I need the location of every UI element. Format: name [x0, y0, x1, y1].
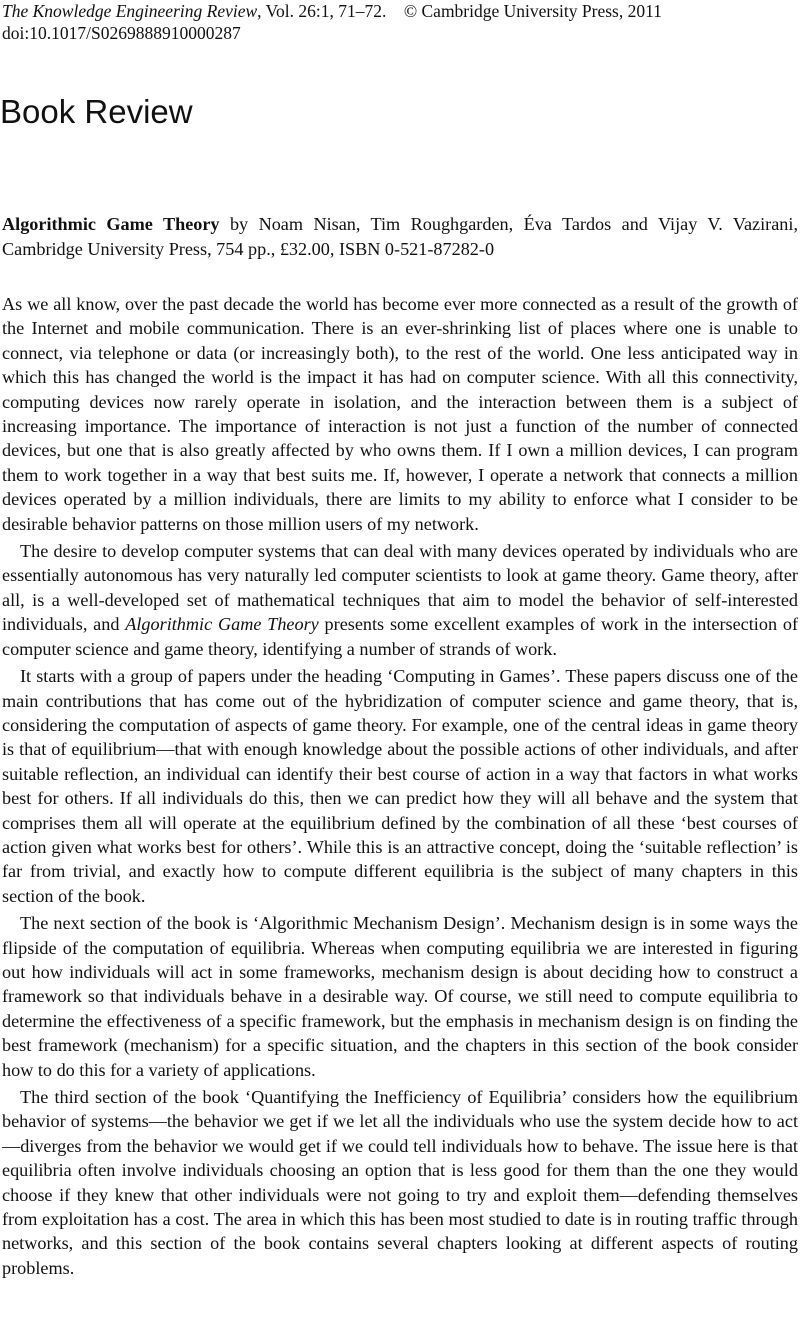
book-title-inline: Algorithmic Game Theory [125, 614, 319, 635]
journal-header [2, 0, 798, 44]
paragraph-3: It starts with a group of papers under the heading ‘Computing in Games’. These papers discuss one of the main contributions that has come out of the hybridization of computer science and game theory, that is, considering the computation of aspects of game theory. For example, one of the central ideas in game theory is that of equilibrium—that with enough knowledge about the possible actions of other individuals, and after suitable reflection, an individual can identify their best course of action in a way that factors in what works best for others. If all individuals do this, then we can predict how they will all behave and the system that comprises them all will operate at the equilibrium defined by the combination of all these ‘best courses of action given what works best for others’. While this is an attractive concept, doing the ‘suitable reflection’ is far from trivial, and exactly how to compute different equilibria is the subject of many chapters in this section of the book. [2, 666, 798, 906]
book-details: by Noam Nisan, Tim Roughgarden, Éva Tardos and Vijay V. Vazirani, Cambridge University Press, 754 pp., £32.00, ISBN 0-521-87282-0 [2, 214, 798, 259]
journal-name: The Knowledge Engineering Review [2, 1, 258, 21]
book-citation [2, 212, 798, 262]
paragraph-2 [2, 539, 798, 661]
paragraph-2-end: presents some excellent examples of work in the intersection of computer science and game theory, identifying a number of strands of work. [2, 614, 799, 659]
volume-pages: , Vol. 26:1, 71–72. [257, 1, 387, 21]
paragraph-2-start: The desire to develop computer systems that can deal with many devices operated by individuals who are essentially autonomous has very naturally led computer scientists to look at game theory. Game theory, after all, is a well-developed set of mathematical techniques that aim to model the behavior of self-interested individuals, and [2, 541, 798, 635]
doi: doi:10.1017/S0269888910000287 [2, 23, 241, 43]
page-title: Book Review [0, 93, 193, 130]
paragraph-5: The third section of the book ‘Quantifying the Inefficiency of Equilibria’ considers how the equilibrium behavior of systems—the behavior we get if we let all the individuals who use the system decide how to act—diverges from the behavior we would get if we could tell individuals how to behave. The issue here is that equilibria often involve individuals choosing an option that is less good for them than the one they would choose if they knew that other individuals were not going to try and exploit them—defending themselves from exploitation has a cost. The area in which this has been most studied to date is in routing traffic through networks, and this section of the book contains several chapters looking at different aspects of routing problems. [2, 1087, 798, 1278]
paragraph-4: The next section of the book is ‘Algorithmic Mechanism Design’. Mechanism design is in some ways the flipside of the computation of equilibria. Whereas when computing equilibria we are interested in figuring out how individuals will act in some frameworks, mechanism design is about deciding how to construct a framework so that individuals behave in a desirable way. Of course, we still need to compute equilibria to determine the effectiveness of a specific framework, but the emphasis in mechanism design is on finding the best framework (mechanism) for a specific situation, and the chapters in this section of the book consider how to do this for a variety of applications. [2, 913, 798, 1080]
book-title: Algorithmic Game Theory [2, 214, 220, 234]
review-body [2, 292, 798, 1283]
copyright-notice: © Cambridge University Press, 2011 [403, 1, 662, 21]
paragraph-1: As we all know, over the past decade the world has become ever more connected as a result of the growth of the Internet and mobile communication. There is an ever-shrinking list of places where one is unable to connect, via telephone or data (or increasingly both), to the rest of the world. One less anticipated way in which this has changed the world is the impact it has had on computer science. With all this connectivity, computing devices now rarely operate in isolation, and the interaction between them is a subject of increasing importance. The importance of interaction is not just a function of the number of connected devices, but one that is also greatly affected by who owns them. If I own a million devices, I can program them to work together in a way that best suits me. If, however, I operate a network that connects a million devices operated by a million individuals, there are limits to my ability to enforce what I consider to be desirable behavior patterns on those million users of my network. [2, 294, 798, 534]
